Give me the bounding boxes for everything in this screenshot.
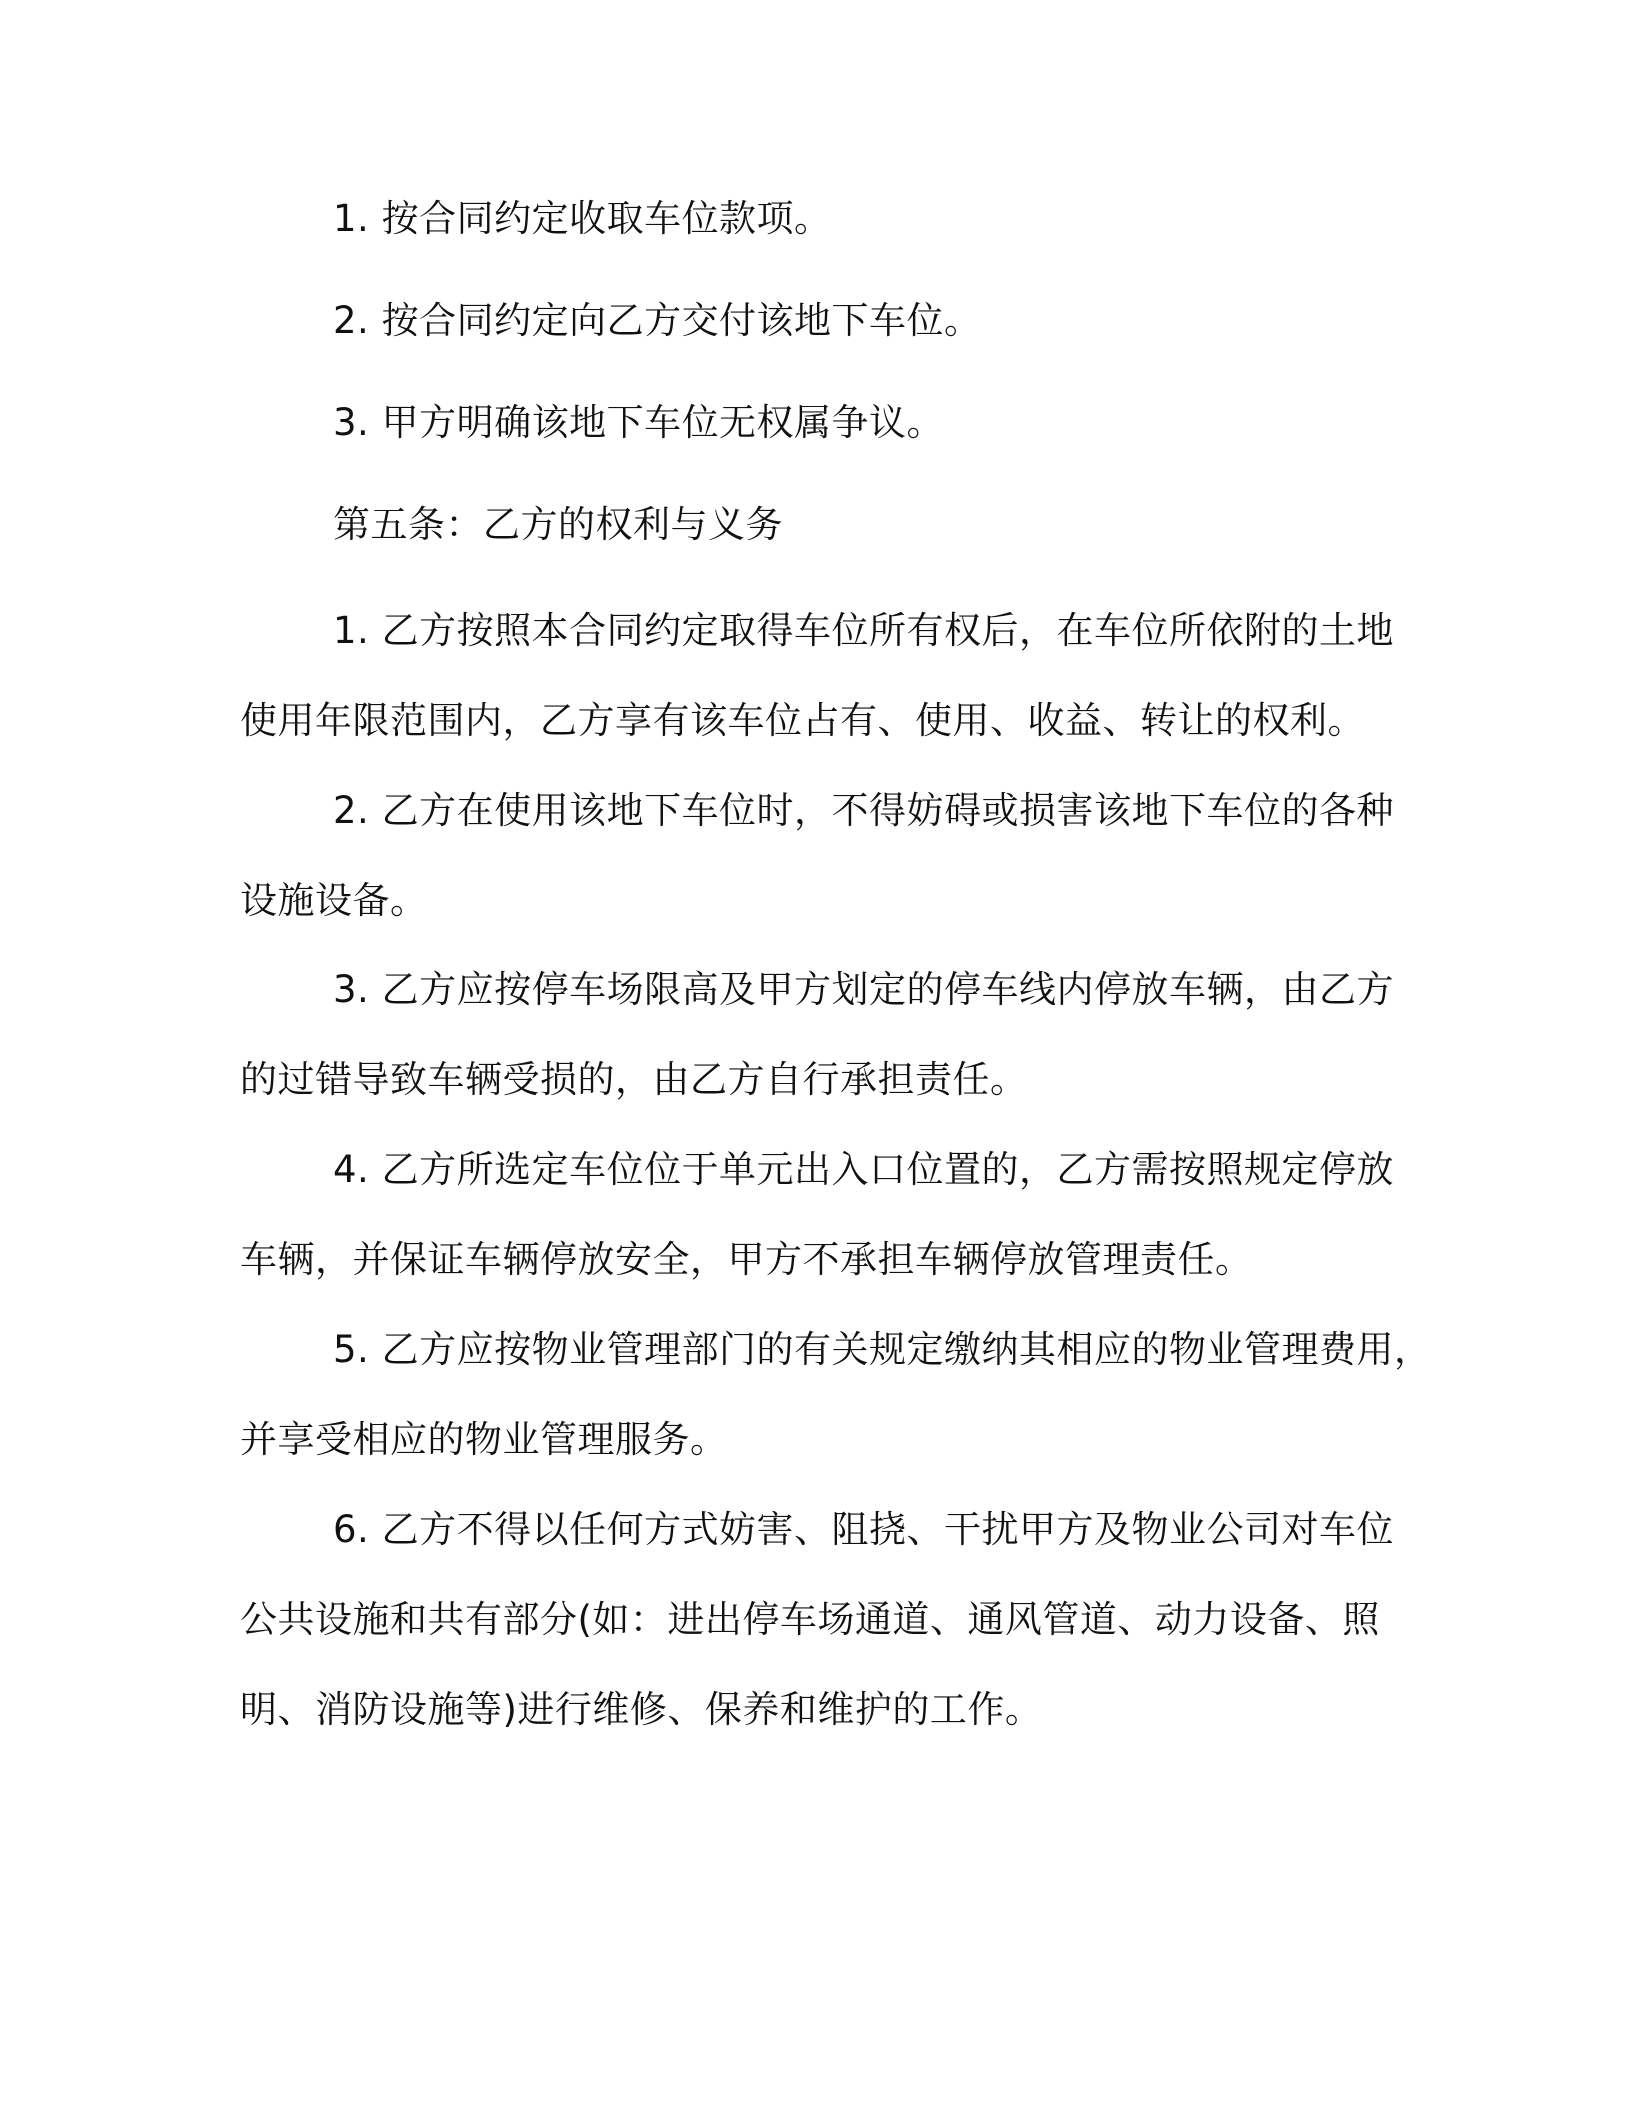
paragraph-line: 车辆，并保证车辆停放安全，甲方不承担车辆停放管理责任。 xyxy=(240,1238,1253,1281)
paragraph-line: 明、消防设施等)进行维修、保养和维护的工作。 xyxy=(240,1688,1043,1731)
paragraph-line: 6. 乙方不得以任何方式妨害、阻挠、干扰甲方及物业公司对车位 xyxy=(333,1508,1395,1551)
paragraph xyxy=(240,766,1420,946)
paragraph-line: 设施设备。 xyxy=(240,879,428,922)
section-heading-text: 第五条：乙方的权利与义务 xyxy=(333,503,783,546)
paragraph xyxy=(240,1305,1432,1485)
paragraph-line: 4. 乙方所选定车位位于单元出入口位置的，乙方需按照规定停放 xyxy=(333,1148,1395,1191)
paragraph xyxy=(240,586,1420,766)
paragraph-line: 的过错导致车辆受损的，由乙方自行承担责任。 xyxy=(240,1058,1028,1101)
paragraph-line: 3. 甲方明确该地下车位无权属争议。 xyxy=(333,401,945,444)
paragraph xyxy=(240,174,1420,264)
paragraph-line: 并享受相应的物业管理服务。 xyxy=(240,1418,728,1461)
paragraph-line: 5. 乙方应按物业管理部门的有关规定缴纳其相应的物业管理费用， xyxy=(333,1328,1432,1371)
paragraph xyxy=(240,276,1420,366)
paragraph xyxy=(240,1125,1420,1305)
paragraph-line: 1. 乙方按照本合同约定取得车位所有权后，在车位所依附的土地 xyxy=(333,609,1395,652)
paragraph xyxy=(240,945,1420,1125)
paragraph-line: 使用年限范围内，乙方享有该车位占有、使用、收益、转让的权利。 xyxy=(240,699,1365,742)
paragraph-line: 2. 按合同约定向乙方交付该地下车位。 xyxy=(333,299,982,342)
paragraph-line: 公共设施和共有部分(如：进出停车场通道、通风管道、动力设备、照 xyxy=(240,1598,1380,1641)
section-heading xyxy=(240,480,1420,570)
paragraph-line: 2. 乙方在使用该地下车位时，不得妨碍或损害该地下车位的各种 xyxy=(333,789,1395,832)
paragraph xyxy=(240,378,1420,468)
paragraph-line: 1. 按合同约定收取车位款项。 xyxy=(333,197,832,240)
paragraph-line: 3. 乙方应按停车场限高及甲方划定的停车线内停放车辆，由乙方 xyxy=(333,968,1395,1011)
paragraph xyxy=(240,1485,1420,1755)
